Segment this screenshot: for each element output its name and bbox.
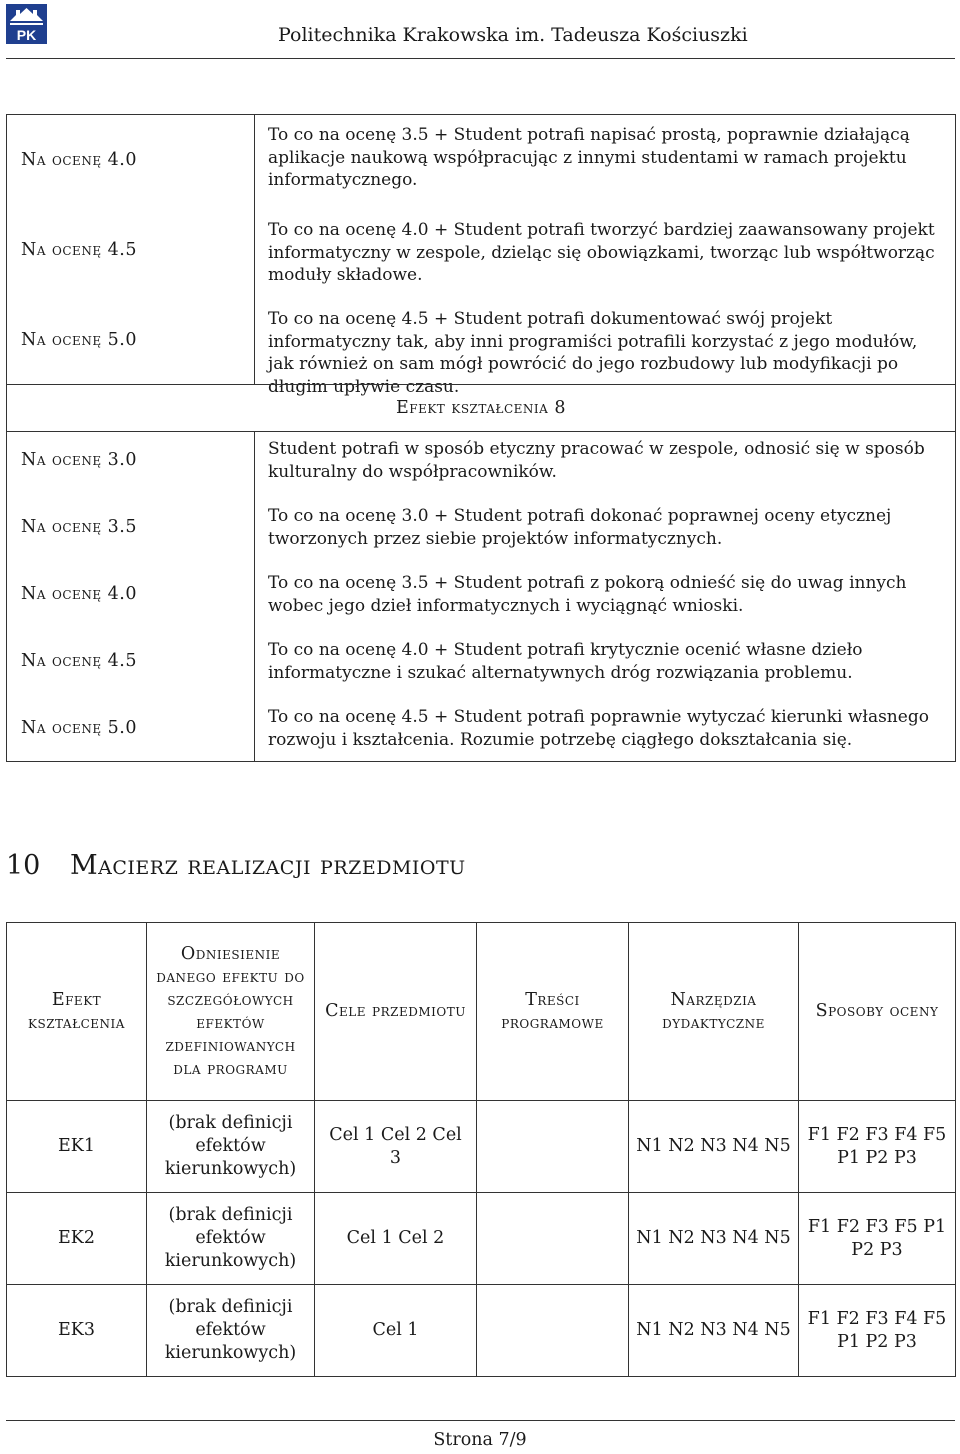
cell-tresci [477, 1193, 629, 1285]
cell-efekt: EK2 [7, 1193, 147, 1285]
row-divider [7, 431, 955, 432]
university-logo [6, 4, 47, 44]
grade-description: To co na ocenę 4.5 + Student potrafi poprawnie wytyczać kierunki własnego rozwoju i kształcenia. Rozumie potrzebę ciągłego dokształcania się. [268, 707, 929, 750]
cell-odniesienie: (brak definicji efektów kierunkowych) [147, 1285, 315, 1377]
cell-efekt: EK3 [7, 1285, 147, 1377]
header-title: Politechnika Krakowska im. Tadeusza Kościuszki [278, 24, 748, 46]
grade-description: To co na ocenę 3.5 + Student potrafi z pokorą odnieść się do uwag innych wobec jego dzieł informatycznych i wyciągnąć wnioski. [268, 573, 907, 616]
cell-cele: Cel 1 [315, 1285, 477, 1377]
header-odniesienie: Odniesienie danego efektu do szczegółowych efektów zdefiniowanych dla programu [147, 923, 315, 1101]
footer-rule [6, 1420, 955, 1421]
cell-odniesienie: (brak definicji efektów kierunkowych) [147, 1101, 315, 1193]
cell-sposoby: F1 F2 F3 F5 P1 P2 P3 [799, 1193, 956, 1285]
column-divider-b [254, 431, 255, 762]
grade-description: To co na ocenę 3.5 + Student potrafi napisać prostą, poprawnie działającą aplikacje naukową współpracując z innymi studentami w ramach projektu informatycznego. [268, 125, 910, 190]
cell-sposoby: F1 F2 F3 F4 F5 P1 P2 P3 [799, 1101, 956, 1193]
grade-description: To co na ocenę 4.5 + Student potrafi dokumentować swój projekt informatyczny tak, aby inni programiści potrafili korzystać z jego modułów, jak również on sam mógł powrócić do jego rozbudowy lub modyfikacji po długim upływie czasu. [268, 309, 918, 397]
grade-description: To co na ocenę 4.0 + Student potrafi krytycznie ocenić własne dzieło informatyczne i szukać alternatywnych dróg rozwiązania problemu. [268, 640, 863, 683]
grade-label: Na ocenę 4.5 [21, 240, 137, 260]
grade-label: Na ocenę 4.0 [21, 150, 137, 170]
header-narzedzia: Narzędzia dydaktyczne [629, 923, 799, 1101]
cell-narzedzia: N1 N2 N3 N4 N5 [629, 1285, 799, 1377]
grade-label: Na ocenę 3.5 [21, 517, 137, 537]
cell-narzedzia: N1 N2 N3 N4 N5 [629, 1193, 799, 1285]
cell-narzedzia: N1 N2 N3 N4 N5 [629, 1101, 799, 1193]
header-rule [6, 58, 955, 59]
grade-description: Student potrafi w sposób etyczny pracować w zespole, odnosić się w sposób kulturalny do współpracowników. [268, 439, 925, 482]
logo-text: PK [16, 27, 37, 43]
cell-sposoby: F1 F2 F3 F4 F5 P1 P2 P3 [799, 1285, 956, 1377]
section-title: Macierz realizacji przedmiotu [70, 850, 466, 881]
section-number: 10 [6, 850, 41, 881]
cell-odniesienie: (brak definicji efektów kierunkowych) [147, 1193, 315, 1285]
header-tresci: Treści programowe [477, 923, 629, 1101]
row-divider [7, 384, 955, 385]
matrix-header-row [7, 923, 956, 1101]
table-row [7, 1285, 956, 1377]
cell-tresci [477, 1101, 629, 1193]
cell-efekt: EK1 [7, 1101, 147, 1193]
header-cele: Cele przedmiotu [315, 923, 477, 1101]
efekt-heading: Efekt kształcenia 8 [395, 398, 566, 418]
assessment-table [6, 114, 956, 762]
table-row [7, 1101, 956, 1193]
page-number: Strona 7/9 [433, 1430, 527, 1450]
grade-description: To co na ocenę 3.0 + Student potrafi dokonać poprawnej oceny etycznej tworzonych przez siebie projektów informatycznych. [268, 506, 892, 549]
column-divider-a [254, 115, 255, 384]
grade-label: Na ocenę 3.0 [21, 450, 137, 470]
header-efekt: Efekt kształcenia [7, 923, 147, 1101]
table-row [7, 1193, 956, 1285]
grade-label: Na ocenę 4.0 [21, 584, 137, 604]
grade-label: Na ocenę 5.0 [21, 718, 137, 738]
grade-label: Na ocenę 4.5 [21, 651, 137, 671]
cell-cele: Cel 1 Cel 2 [315, 1193, 477, 1285]
realization-matrix [6, 922, 956, 1377]
header-sposoby: Sposoby oceny [799, 923, 956, 1101]
grade-description: To co na ocenę 4.0 + Student potrafi tworzyć bardziej zaawansowany projekt informatyczny w zespole, dzieląc się obowiązkami, tworząc lub współtworząc moduły składowe. [268, 220, 935, 285]
cell-cele: Cel 1 Cel 2 Cel 3 [315, 1101, 477, 1193]
cell-tresci [477, 1285, 629, 1377]
section-heading [6, 850, 466, 881]
grade-label: Na ocenę 5.0 [21, 330, 137, 350]
